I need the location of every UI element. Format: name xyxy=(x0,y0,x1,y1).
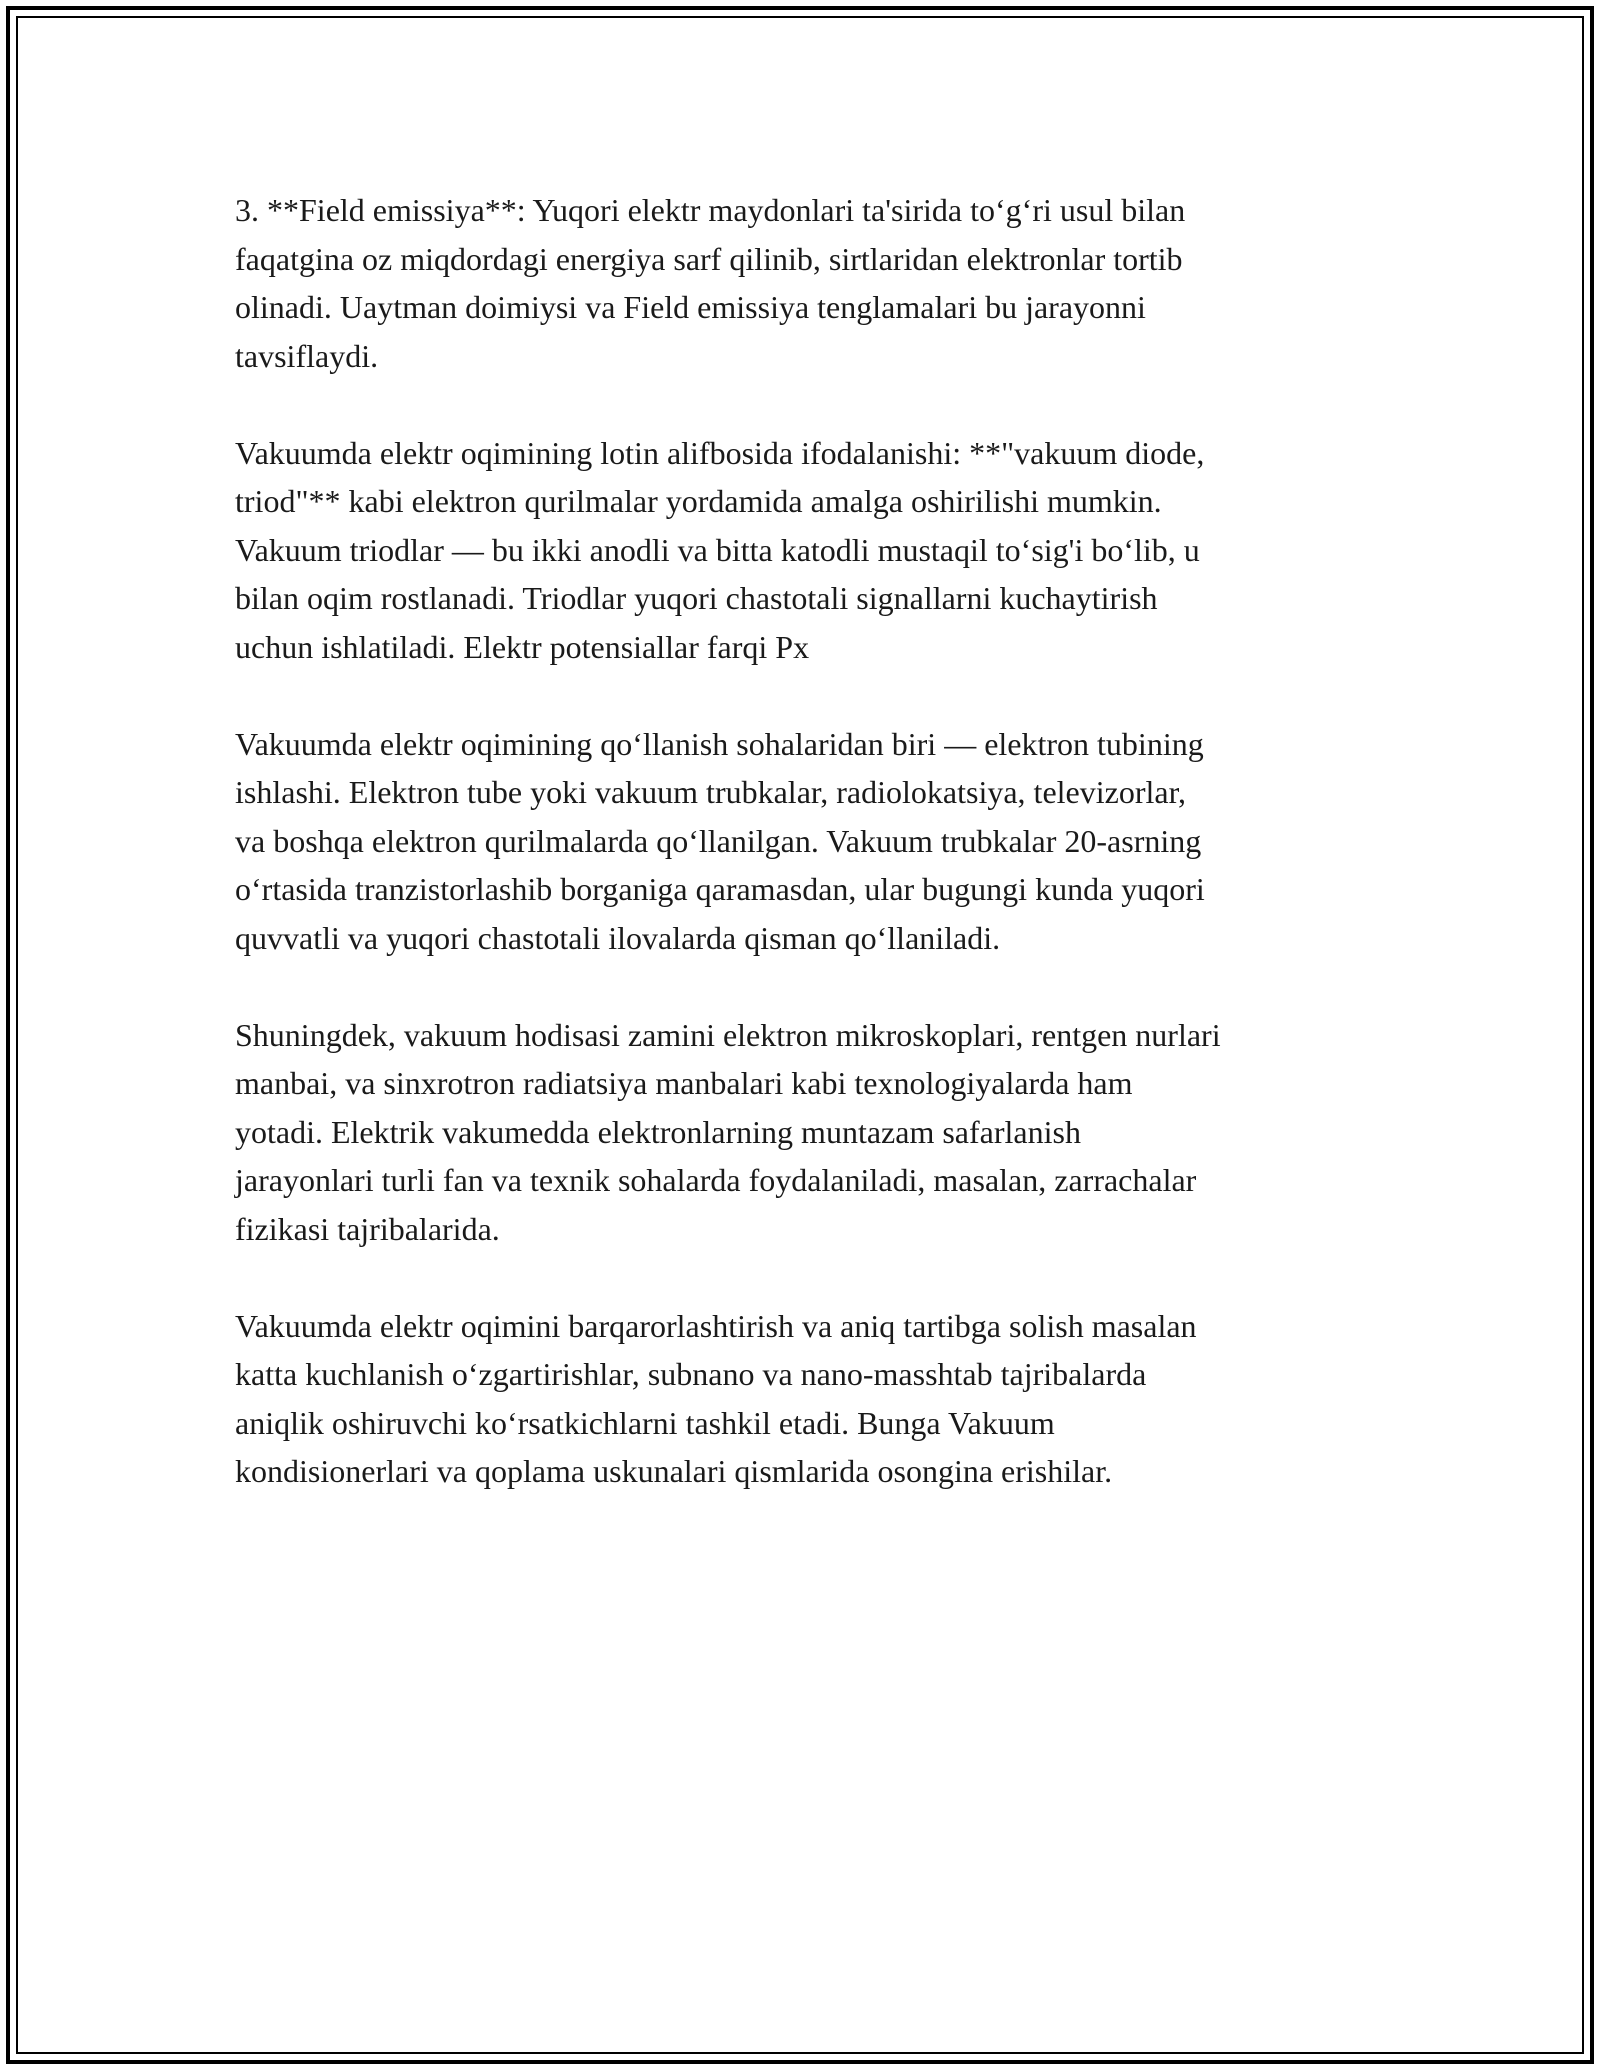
text-line: olinadi. Uaytman doimiysi va Field emissiya tenglamalari bu jarayonni xyxy=(235,289,1146,325)
paragraph-field-emission xyxy=(235,186,1385,380)
text-line: bilan oqim rostlanadi. Triodlar yuqori chastotali signallarni kuchaytirish xyxy=(235,580,1158,616)
text-line: katta kuchlanish o‘zgartirishlar, subnano va nano-masshtab tajribalarda xyxy=(235,1356,1147,1392)
text-line: Vakuumda elektr oqimini barqarorlashtirish va aniq tartibga solish masalan xyxy=(235,1307,1197,1344)
document-body xyxy=(235,186,1385,1496)
text-line: Vakuumda elektr oqimining lotin alifbosida ifodalanishi: **"vakuum diode, xyxy=(235,434,1205,471)
text-line: yotadi. Elektrik vakumedda elektronlarning muntazam safarlanish xyxy=(235,1113,1081,1150)
text-line: Vakuum triodlar — bu ikki anodli va bitta katodli mustaqil to‘sig'i bo‘lib, u xyxy=(235,531,1200,568)
text-line: fizikasi tajribalarida. xyxy=(235,1210,500,1247)
text-line: Vakuumda elektr oqimining qo‘llanish sohalaridan biri — elektron tubining xyxy=(235,725,1204,762)
text-line: manbai, va sinxrotron radiatsiya manbalari kabi texnologiyalarda ham xyxy=(235,1065,1133,1101)
text-line: tavsiflaydi. xyxy=(235,337,379,374)
text-line: aniqlik oshiruvchi ko‘rsatkichlarni tashkil etadi. Bunga Vakuum xyxy=(235,1404,1055,1441)
text-line: Shuningdek, vakuum hodisasi zamini elektron mikroskoplari, rentgen nurlari xyxy=(235,1016,1221,1053)
text-line: kondisionerlari va qoplama uskunalari qismlarida osongina erishilar. xyxy=(235,1453,1113,1489)
text-line: uchun ishlatiladi. Elektr potensiallar farqi Px xyxy=(235,628,810,665)
paragraph-vacuum-triode xyxy=(235,429,1385,672)
paragraph-stabilization xyxy=(235,1302,1385,1496)
text-line: ishlashi. Elektron tube yoki vakuum trubkalar, radiolokatsiya, televizorlar, xyxy=(235,774,1186,810)
text-line: faqatgina oz miqdordagi energiya sarf qilinib, sirtlaridan elektronlar tortib xyxy=(235,240,1183,277)
text-line: quvvatli va yuqori chastotali ilovalarda qisman qo‘llaniladi. xyxy=(235,919,1001,956)
text-line: o‘rtasida tranzistorlashib borganiga qaramasdan, ular bugungi kunda yuqori xyxy=(235,871,1205,907)
text-line: triod"** kabi elektron qurilmalar yordamida amalga oshirilishi mumkin. xyxy=(235,483,1162,519)
text-line: jarayonlari turli fan va texnik sohalarda foydalaniladi, masalan, zarrachalar xyxy=(235,1162,1197,1198)
text-line: 3. **Field emissiya**: Yuqori elektr maydonlari ta'sirida to‘g‘ri usul bilan xyxy=(235,192,1186,228)
paragraph-applications xyxy=(235,1011,1385,1254)
paragraph-electron-tube xyxy=(235,720,1385,963)
text-line: va boshqa elektron qurilmalarda qo‘llanilgan. Vakuum trubkalar 20-asrning xyxy=(235,822,1202,859)
